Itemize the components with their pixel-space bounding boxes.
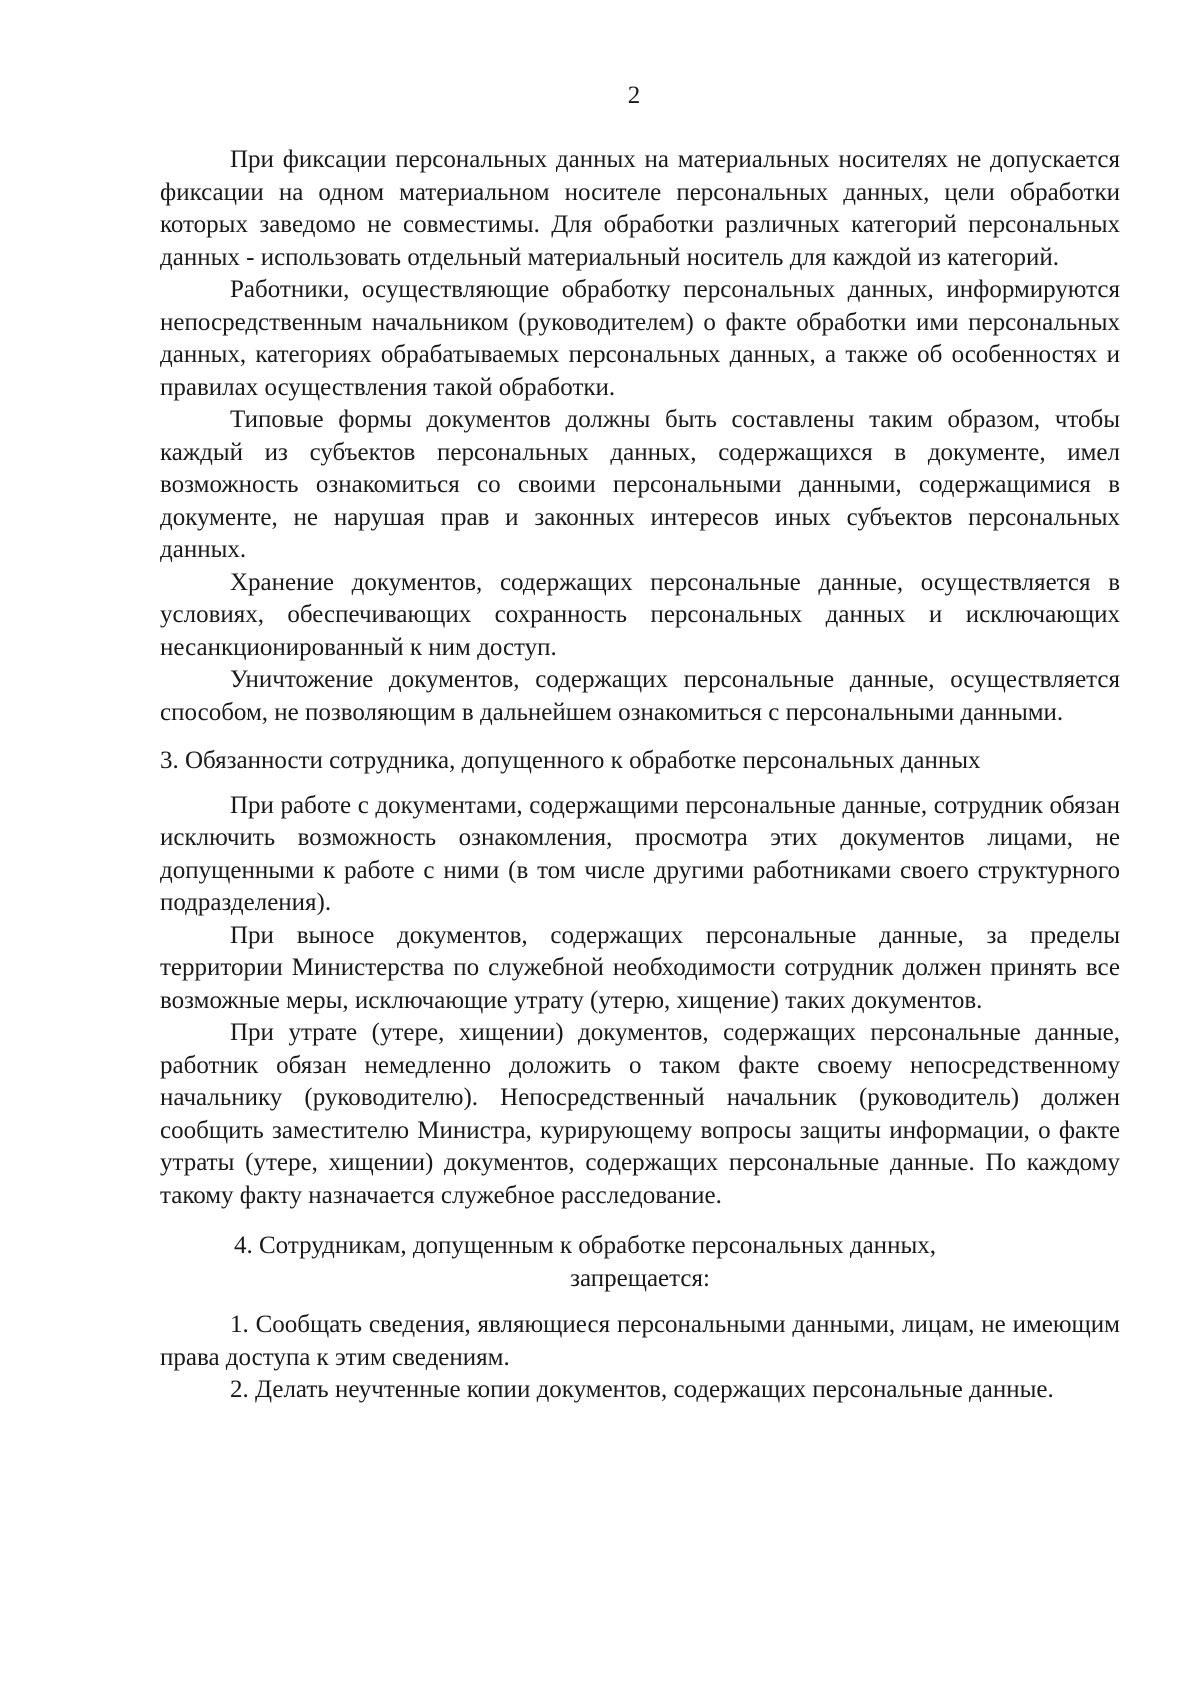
section-4-item-1: 1. Сообщать сведения, являющиеся персональными данными, лицам, не имеющим права доступа к этим сведениям. <box>160 1311 1120 1371</box>
page-number: 2 <box>627 82 641 109</box>
document-body <box>160 144 1120 1407</box>
section-3-heading: 3. Обязанности сотрудника, допущенного к обработке персональных данных <box>160 747 981 774</box>
section-3-paragraph-3: При утрате (утере, хищении) документов, содержащих персональные данные, работник обязан немедленно доложить о таком факте своему непосредственному начальнику (руководителю). Непосредственный начальник (руководитель) должен сообщить заместителю Министра, курирующему вопросы защиты информации, о факте утраты (утере, хищении) документов, содержащих персональные данные. По каждому такому факту назначается служебное расследование. <box>160 1019 1120 1209</box>
paragraph-intro-3: Типовые формы документов должны быть составлены таким образом, чтобы каждый из субъектов персональных данных, содержащихся в документе, имел возможность ознакомиться со своими персональными данными, содержащимися в документе, не нарушая прав и законных интересов иных субъектов персональных данных. <box>160 406 1120 563</box>
paragraph-intro-4: Хранение документов, содержащих персональные данные, осуществляется в условиях, обеспечивающих сохранность персональных данных и исключающих несанкционированный к ним доступ. <box>160 568 1120 661</box>
section-4-heading-line-2: запрещается: <box>570 1264 710 1292</box>
section-4-heading-line-1: 4. Сотрудникам, допущенным к обработке персональных данных, <box>234 1232 936 1259</box>
paragraph-intro-5: Уничтожение документов, содержащих персональные данные, осуществляется способом, не позволяющим в дальнейшем ознакомиться с персональными данными. <box>160 666 1120 726</box>
paragraph-intro-1: При фиксации персональных данных на материальных носителях не допускается фиксации на одном материальном носителе персональных данных, цели обработки которых заведомо не совместимы. Для обработки различных категорий персональных данных - использовать отдельный материальный носитель для каждой из категорий. <box>160 146 1120 271</box>
section-3-paragraph-2: При выносе документов, содержащих персональные данные, за пределы территории Министерства по служебной необходимости сотрудник должен принять все возможные меры, исключающие утрату (утерю, хищение) таких документов. <box>160 921 1120 1014</box>
section-4-item-2: 2. Делать неучтенные копии документов, содержащих персональные данные. <box>230 1376 1054 1403</box>
paragraph-intro-2: Работники, осуществляющие обработку персональных данных, информируются непосредственным начальником (руководителем) о факте обработки ими персональных данных, категориях обрабатываемых персональных данных, а также об особенностях и правилах осуществления такой обработки. <box>160 276 1120 401</box>
section-3-paragraph-1: При работе с документами, содержащими персональные данные, сотрудник обязан исключить возможность ознакомления, просмотра этих документов лицами, не допущенными к работе с ними (в том числе другими работниками своего структурного подразделения). <box>160 791 1120 916</box>
section-4-heading <box>160 1230 1120 1295</box>
